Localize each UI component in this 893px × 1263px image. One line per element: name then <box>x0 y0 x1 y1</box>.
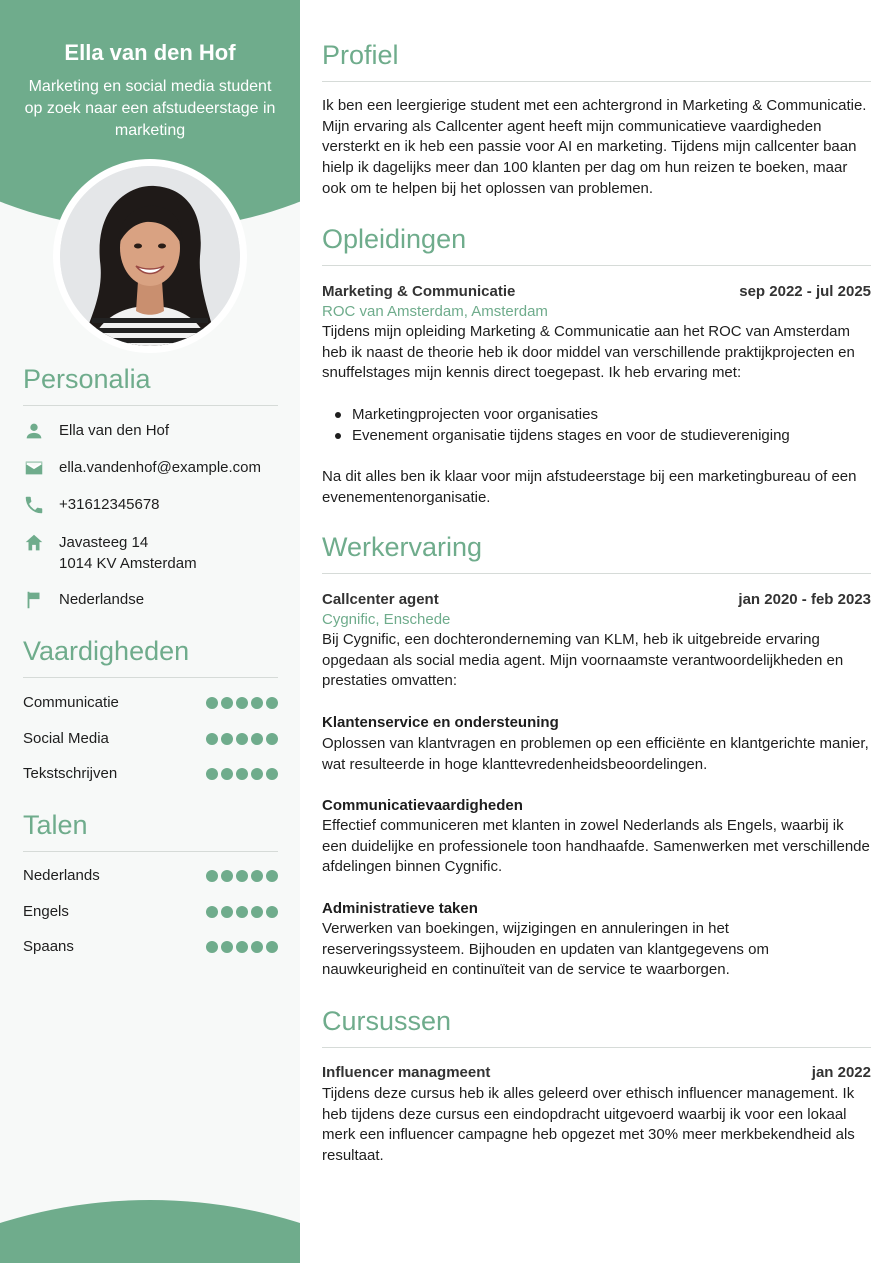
rating-dot <box>251 870 263 882</box>
course-name: Influencer managmeent <box>322 1064 491 1081</box>
skills-title: Vaardigheden <box>23 636 278 678</box>
language-row <box>23 867 278 884</box>
experience-title: Werkervaring <box>322 532 871 574</box>
experience-intro: Bij Cygnific, een dochteronderneming van KLM, heb ik uitgebreide ervaring opgedaan als social media agent. Mijn voornaamste verantwoordelijkheden en prestaties omvatten: <box>322 631 844 690</box>
experience-block-heading: Communicatievaardigheden <box>322 797 523 814</box>
education-title: Opleidingen <box>322 224 871 266</box>
experience-role: Callcenter agent <box>322 591 439 608</box>
languages-title: Talen <box>23 810 278 852</box>
skill-row <box>23 765 278 782</box>
skill-label: Social Media <box>23 730 109 747</box>
rating-dot <box>221 733 233 745</box>
rating-dot <box>266 733 278 745</box>
language-rating <box>206 906 278 918</box>
rating-dot <box>206 697 218 709</box>
experience-block-heading: Klantenservice en ondersteuning <box>322 714 559 731</box>
course-text: Tijdens deze cursus heb ik alles geleerd over ethisch influencer management. Ik heb tijdens deze cursus een eindopdracht uitgevoerd waarbij ik voor een lokaal merk een influencer campagne heb opgezet met 30% meer merkbekendheid als resultaat. <box>322 1085 855 1165</box>
rating-dot <box>236 870 248 882</box>
rating-dot <box>221 768 233 780</box>
education-name: Marketing & Communicatie <box>322 283 516 300</box>
experience-block-text: Oplossen van klantvragen en problemen op een efficiënte en klantgerichte manier, wat resulteerde in hoge klanttevredenheidsbeoordelingen. <box>322 735 869 773</box>
education-entry-header <box>322 283 871 300</box>
personalia-title: Personalia <box>23 364 278 406</box>
address-line-1: Javasteeg 14 <box>59 534 149 551</box>
rating-dot <box>206 733 218 745</box>
sidebar <box>0 0 300 1263</box>
contact-address <box>59 532 197 574</box>
contact-email-row <box>23 457 283 479</box>
profile-text: Ik ben een leergierige student met een achtergrond in Marketing & Communicatie. Mijn ervaring als Callcenter agent heeft mijn communicatieve vaardigheden versterkt en ik heb een passie voor AI en marketing. Tijdens mijn callcenter baan hielp ik dagelijks meer dan 100 klanten per dag om hun reizen te boeken, maar ook om te helpen bij het oplossen van problemen. <box>322 97 867 197</box>
education-outro: Na dit alles ben ik klaar voor mijn afstudeerstage bij een marketingbureau of een evenementenorganisatie. <box>322 468 857 506</box>
rating-dot <box>266 697 278 709</box>
rating-dot <box>236 941 248 953</box>
experience-block-heading: Administratieve taken <box>322 900 478 917</box>
contact-nationality-row <box>23 589 283 611</box>
education-school: ROC van Amsterdam, Amsterdam <box>322 303 548 320</box>
list-item: Evenement organisatie tijdens stages en voor de studievereniging <box>352 426 872 447</box>
skill-label: Communicatie <box>23 694 119 711</box>
education-intro: Tijdens mijn opleiding Marketing & Communicatie aan het ROC van Amsterdam heb ik naast de theorie heb ik door middel van verschillende praktijkprojecten en snuffelstages mijn kennis direct toegepast. Ik heb ervaring met: <box>322 323 855 382</box>
rating-dot <box>236 906 248 918</box>
rating-dot <box>251 941 263 953</box>
candidate-name: Ella van den Hof <box>64 40 236 65</box>
experience-period: jan 2020 - feb 2023 <box>738 591 871 608</box>
rating-dot <box>221 870 233 882</box>
home-icon <box>23 532 45 554</box>
skill-row <box>23 694 278 711</box>
contact-email[interactable]: ella.vandenhof@example.com <box>59 459 262 476</box>
portrait-illustration <box>60 166 240 346</box>
contact-address-row <box>23 532 283 574</box>
course-period: jan 2022 <box>811 1064 871 1081</box>
contact-phone-row <box>23 494 283 516</box>
rating-dot <box>221 697 233 709</box>
rating-dot <box>266 870 278 882</box>
sidebar-footer-background <box>0 1200 300 1263</box>
rating-dot <box>206 941 218 953</box>
rating-dot <box>251 697 263 709</box>
rating-dot <box>236 733 248 745</box>
contact-name-row <box>23 420 283 442</box>
rating-dot <box>251 733 263 745</box>
rating-dot <box>251 768 263 780</box>
course-entry-header <box>322 1064 871 1081</box>
contact-name: Ella van den Hof <box>59 422 170 439</box>
language-row <box>23 938 278 955</box>
experience-entry-header <box>322 591 871 608</box>
rating-dot <box>236 697 248 709</box>
address-line-2: 1014 KV Amsterdam <box>59 555 197 572</box>
skill-rating <box>206 733 278 745</box>
skill-row <box>23 730 278 747</box>
education-bullet-list <box>352 405 872 446</box>
courses-title: Cursussen <box>322 1006 871 1048</box>
rating-dot <box>251 906 263 918</box>
experience-block-text: Verwerken van boekingen, wijzigingen en annuleringen in het reserveringssysteem. Bijhouden en updaten van klantgegevens om nauwkeurigheid en continuïteit van de service te waarborgen. <box>322 920 769 979</box>
phone-icon <box>23 494 45 516</box>
language-rating <box>206 870 278 882</box>
language-row <box>23 903 278 920</box>
experience-company: Cygnific, Enschede <box>322 611 451 628</box>
skill-rating <box>206 697 278 709</box>
rating-dot <box>206 906 218 918</box>
rating-dot <box>206 768 218 780</box>
language-label: Engels <box>23 903 69 920</box>
flag-icon <box>23 589 45 611</box>
list-item: Marketingprojecten voor organisaties <box>352 405 872 426</box>
education-period: sep 2022 - jul 2025 <box>739 283 871 300</box>
experience-block-text: Effectief communiceren met klanten in zowel Nederlands als Engels, waarbij ik een duidelijke en professionele toon handhaafde. Samenwerken met verschillende afdelingen binnen Cygnific. <box>322 817 870 876</box>
rating-dot <box>206 870 218 882</box>
rating-dot <box>266 906 278 918</box>
skill-rating <box>206 768 278 780</box>
mail-icon <box>23 457 45 479</box>
language-label: Nederlands <box>23 867 100 884</box>
language-label: Spaans <box>23 938 74 955</box>
profile-photo-frame <box>53 159 247 353</box>
contact-nationality: Nederlandse <box>59 591 145 608</box>
candidate-tagline: Marketing en social media student op zoek naar een afstudeerstage in marketing <box>24 78 276 139</box>
rating-dot <box>236 768 248 780</box>
language-rating <box>206 941 278 953</box>
rating-dot <box>266 941 278 953</box>
contact-phone[interactable]: +31612345678 <box>59 496 160 513</box>
rating-dot <box>266 768 278 780</box>
person-icon <box>23 420 45 442</box>
profile-title: Profiel <box>322 40 871 82</box>
rating-dot <box>221 906 233 918</box>
profile-photo <box>60 166 240 346</box>
rating-dot <box>221 941 233 953</box>
skill-label: Tekstschrijven <box>23 765 118 782</box>
